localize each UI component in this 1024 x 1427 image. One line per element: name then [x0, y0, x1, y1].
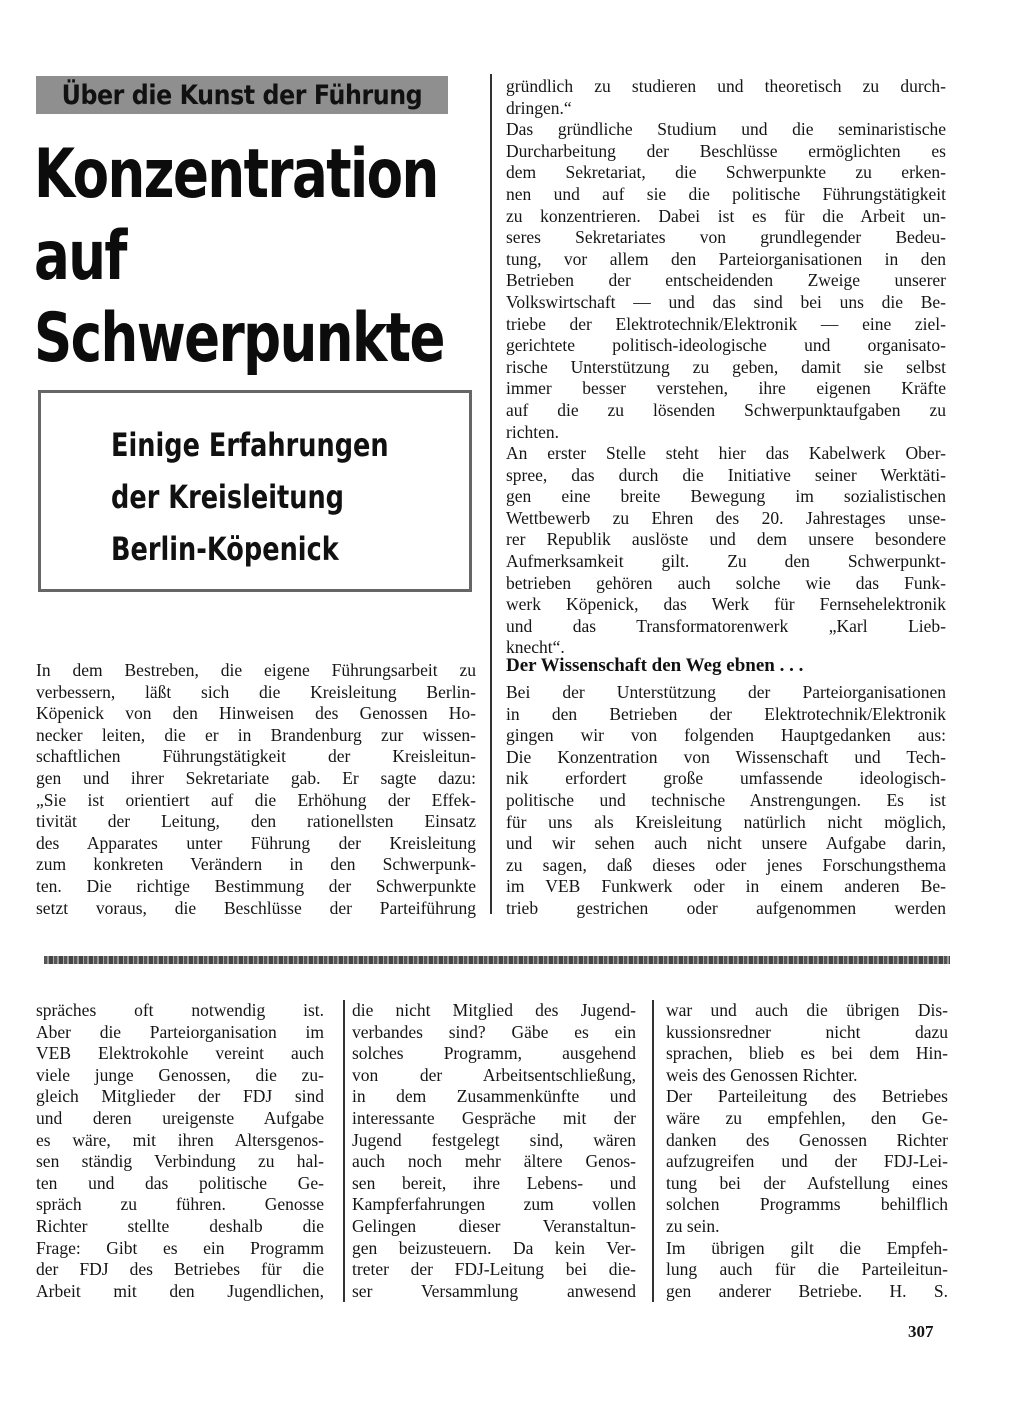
text-line: Die Konzentration von Wissenschaft und Tech-	[506, 746, 946, 767]
text-line: gerichtete politisch-ideologische und organisato-	[506, 335, 946, 356]
text-line: für uns als Kreisleitung natürlich nicht möglich,	[506, 811, 946, 832]
body-text-left-column	[36, 660, 476, 919]
text-line: dem Sekretariat, die Schwerpunkte zu erken-	[506, 162, 946, 183]
text-line: Betrieben der entscheidenden Zweige unserer	[506, 270, 946, 291]
text-line: treter der FDJ-Leitung bei die-	[352, 1259, 636, 1280]
text-line: war und auch die übrigen Dis-	[666, 1000, 948, 1020]
headline-line: Konzentration	[34, 135, 438, 214]
text-line: spree, das durch die Initiative seiner Werktäti-	[506, 464, 946, 485]
text-line: tung, vor allem den Parteiorganisationen in den	[506, 248, 946, 269]
text-line: spräch zu führen. Genosse	[36, 1194, 324, 1215]
text-line: Wettbewerb zu Ehren des 20. Jahrestages unse-	[506, 507, 946, 528]
text-line: von der Arbeitsentschließung,	[352, 1064, 636, 1085]
text-line: rer Republik auslöste und dem unsere besondere	[506, 529, 946, 550]
text-line: zu konzentrieren. Dabei ist es für die Arbeit un-	[506, 205, 946, 226]
text-line: werk Köpenick, das Werk für Fernsehelektronik	[506, 594, 946, 615]
text-line: sprachen, blieb es bei dem Hin-	[666, 1043, 948, 1064]
text-line: Frage: Gibt es ein Programm	[36, 1237, 324, 1258]
text-line: tivität der Leitung, den rationellsten Einsatz	[36, 811, 476, 832]
text-line: seres Sekretariates von grundlegender Bedeu-	[506, 227, 946, 248]
subheading-line: der Kreisleitung	[111, 478, 344, 516]
text-line: gleich Mitglieder der FDJ sind	[36, 1086, 324, 1107]
text-line: Jugend festgelegt sind, wären	[352, 1129, 636, 1150]
text-line: gingen wir von folgenden Hauptgedanken aus:	[506, 725, 946, 746]
text-line: der FDJ des Betriebes für die	[36, 1259, 324, 1280]
body-text-right-column-continued	[506, 682, 946, 920]
text-line: trieb gestrichen oder aufgenommen werden	[506, 897, 946, 918]
text-line: immer besser verstehen, ihre eigenen Kräfte	[506, 378, 946, 399]
section-heading: Der Wissenschaft den Weg ebnen . . .	[506, 655, 804, 676]
text-line: des Apparates unter Führung der Kreisleitung	[36, 832, 476, 853]
text-line: Durcharbeitung der Beschlüsse ermöglichten es	[506, 140, 946, 161]
text-line: necker leiten, die er in Brandenburg zur wissen-	[36, 724, 476, 745]
kicker-banner	[36, 76, 448, 114]
text-line: verbessern, läßt sich die Kreisleitung Berlin-	[36, 681, 476, 702]
text-line: „Sie ist orientiert auf die Erhöhung der Effek-	[36, 789, 476, 810]
text-line: ten und das politische Ge-	[36, 1172, 324, 1193]
subheading-line: Berlin-Köpenick	[111, 530, 339, 568]
text-line: zu sagen, daß dieses oder jenes Forschungsthema	[506, 854, 946, 875]
text-line: Das gründliche Studium und die seminaristische	[506, 119, 946, 140]
text-line: gen beizusteuern. Da kein Ver-	[352, 1237, 636, 1258]
text-line: tung bei der Aufstellung eines	[666, 1172, 948, 1193]
text-line: es wäre, mit ihren Altersgenos-	[36, 1129, 324, 1150]
text-line: sen bereit, ihre Lebens- und	[352, 1172, 636, 1193]
text-line: ten. Die richtige Bestimmung der Schwerpunkte	[36, 875, 476, 896]
text-line: In dem Bestreben, die eigene Führungsarbeit zu	[36, 660, 476, 680]
text-line: lung auch für die Parteileitun-	[666, 1259, 948, 1280]
page-number: 307	[908, 1322, 934, 1341]
text-line: dringen.“	[506, 97, 572, 118]
headline-line: auf	[34, 217, 126, 296]
text-line: Bei der Unterstützung der Parteiorganisationen	[506, 682, 946, 702]
horizontal-rule	[44, 956, 950, 964]
text-line: Köpenick von den Hinweisen des Genossen Ho-	[36, 703, 476, 724]
text-line: nik erfordert große umfassende ideologisch-	[506, 768, 946, 789]
text-line: Gelingen dieser Veranstaltun-	[352, 1215, 636, 1236]
text-line: wäre zu empfehlen, den Ge-	[666, 1107, 948, 1128]
text-line: verbandes sind? Gäbe es ein	[352, 1021, 636, 1042]
text-line: Arbeit mit den Jugendlichen,	[36, 1280, 324, 1301]
text-line: Richter stellte deshalb die	[36, 1215, 324, 1236]
text-line: und das Transformatorenwerk „Karl Lieb-	[506, 615, 946, 636]
text-line: zum konkreten Verändern in den Schwerpunk-	[36, 854, 476, 875]
text-line: zu sein.	[666, 1215, 720, 1236]
text-line: gen und ihrer Sekretariate gab. Er sagte dazu:	[36, 767, 476, 788]
subheading	[111, 419, 458, 575]
text-line: die nicht Mitglied des Jugend-	[352, 1000, 636, 1020]
body-text-bottom-column-1	[36, 1000, 324, 1302]
text-line: setzt voraus, die Beschlüsse der Parteiführung	[36, 897, 476, 918]
text-line: und deren ureigenste Aufgabe	[36, 1107, 324, 1128]
text-line: gründlich zu studieren und theoretisch zu durch-	[506, 76, 946, 96]
text-line: und wir sehen auch nicht unsere Aufgabe darin,	[506, 833, 946, 854]
text-line: weis des Genossen Richter.	[666, 1064, 858, 1085]
text-line: solches Programm, ausgehend	[352, 1043, 636, 1064]
body-text-bottom-column-3	[666, 1000, 948, 1302]
text-line: spräches oft notwendig ist.	[36, 1000, 324, 1020]
text-line: interessante Gespräche mit der	[352, 1107, 636, 1128]
text-line: politische und technische Anstrengungen. Es ist	[506, 789, 946, 810]
text-line: VEB Elektrokohle vereint auch	[36, 1043, 324, 1064]
text-line: nen und auf sie die politische Führungstätigkeit	[506, 183, 946, 204]
text-line: schaftlichen Führungstätigkeit der Kreisleitun-	[36, 746, 476, 767]
headline	[34, 134, 484, 380]
text-line: Aufmerksamkeit gilt. Zu den Schwerpunkt-	[506, 551, 946, 572]
text-line: sen ständig Verbindung zu hal-	[36, 1151, 324, 1172]
text-line: aufzugreifen und der FDJ-Lei-	[666, 1151, 948, 1172]
text-line: in den Betrieben der Elektrotechnik/Elektronik	[506, 703, 946, 724]
body-text-right-column	[506, 76, 946, 659]
text-line: danken des Genossen Richter	[666, 1129, 948, 1150]
text-line: im VEB Funkwerk oder in einem anderen Be-	[506, 876, 946, 897]
kicker-text: Über die Kunst der Führung	[61, 79, 423, 111]
text-line: solchen Programms behilflich	[666, 1194, 948, 1215]
text-line: kussionsredner nicht dazu	[666, 1021, 948, 1042]
text-line: knecht“.	[506, 637, 565, 658]
subheading-line: Einige Erfahrungen	[111, 426, 389, 464]
text-line: Kampferfahrungen zum vollen	[352, 1194, 636, 1215]
text-line: Aber die Parteiorganisation im	[36, 1021, 324, 1042]
text-line: Im übrigen gilt die Empfeh-	[666, 1237, 948, 1258]
text-line: Volkswirtschaft — und das sind bei uns die Be-	[506, 291, 946, 312]
headline-line: Schwerpunkte	[34, 299, 444, 378]
body-text-bottom-column-2	[352, 1000, 636, 1302]
column-rule	[490, 74, 492, 914]
text-line: auf die zu lösenden Schwerpunktaufgaben zu	[506, 399, 946, 420]
text-line: Der Parteileitung des Betriebes	[666, 1086, 948, 1107]
text-line: betrieben gehören auch solche wie das Funk-	[506, 572, 946, 593]
text-line: An erster Stelle steht hier das Kabelwerk Ober-	[506, 443, 946, 464]
column-rule	[343, 1000, 345, 1302]
column-rule	[652, 1000, 654, 1302]
text-line: triebe der Elektrotechnik/Elektronik — eine ziel-	[506, 313, 946, 334]
text-line: viele junge Genossen, die zu-	[36, 1064, 324, 1085]
text-line: richten.	[506, 421, 559, 442]
text-line: auch noch mehr ältere Genos-	[352, 1151, 636, 1172]
text-line: gen anderer Betriebe. H. S.	[666, 1280, 948, 1301]
text-line: gen eine breite Bewegung im sozialistischen	[506, 486, 946, 507]
text-line: in dem Zusammenkünfte und	[352, 1086, 636, 1107]
text-line: ser Versammlung anwesend	[352, 1280, 636, 1301]
subheading-box	[38, 390, 472, 592]
text-line: rische Unterstützung zu geben, damit sie selbst	[506, 356, 946, 377]
